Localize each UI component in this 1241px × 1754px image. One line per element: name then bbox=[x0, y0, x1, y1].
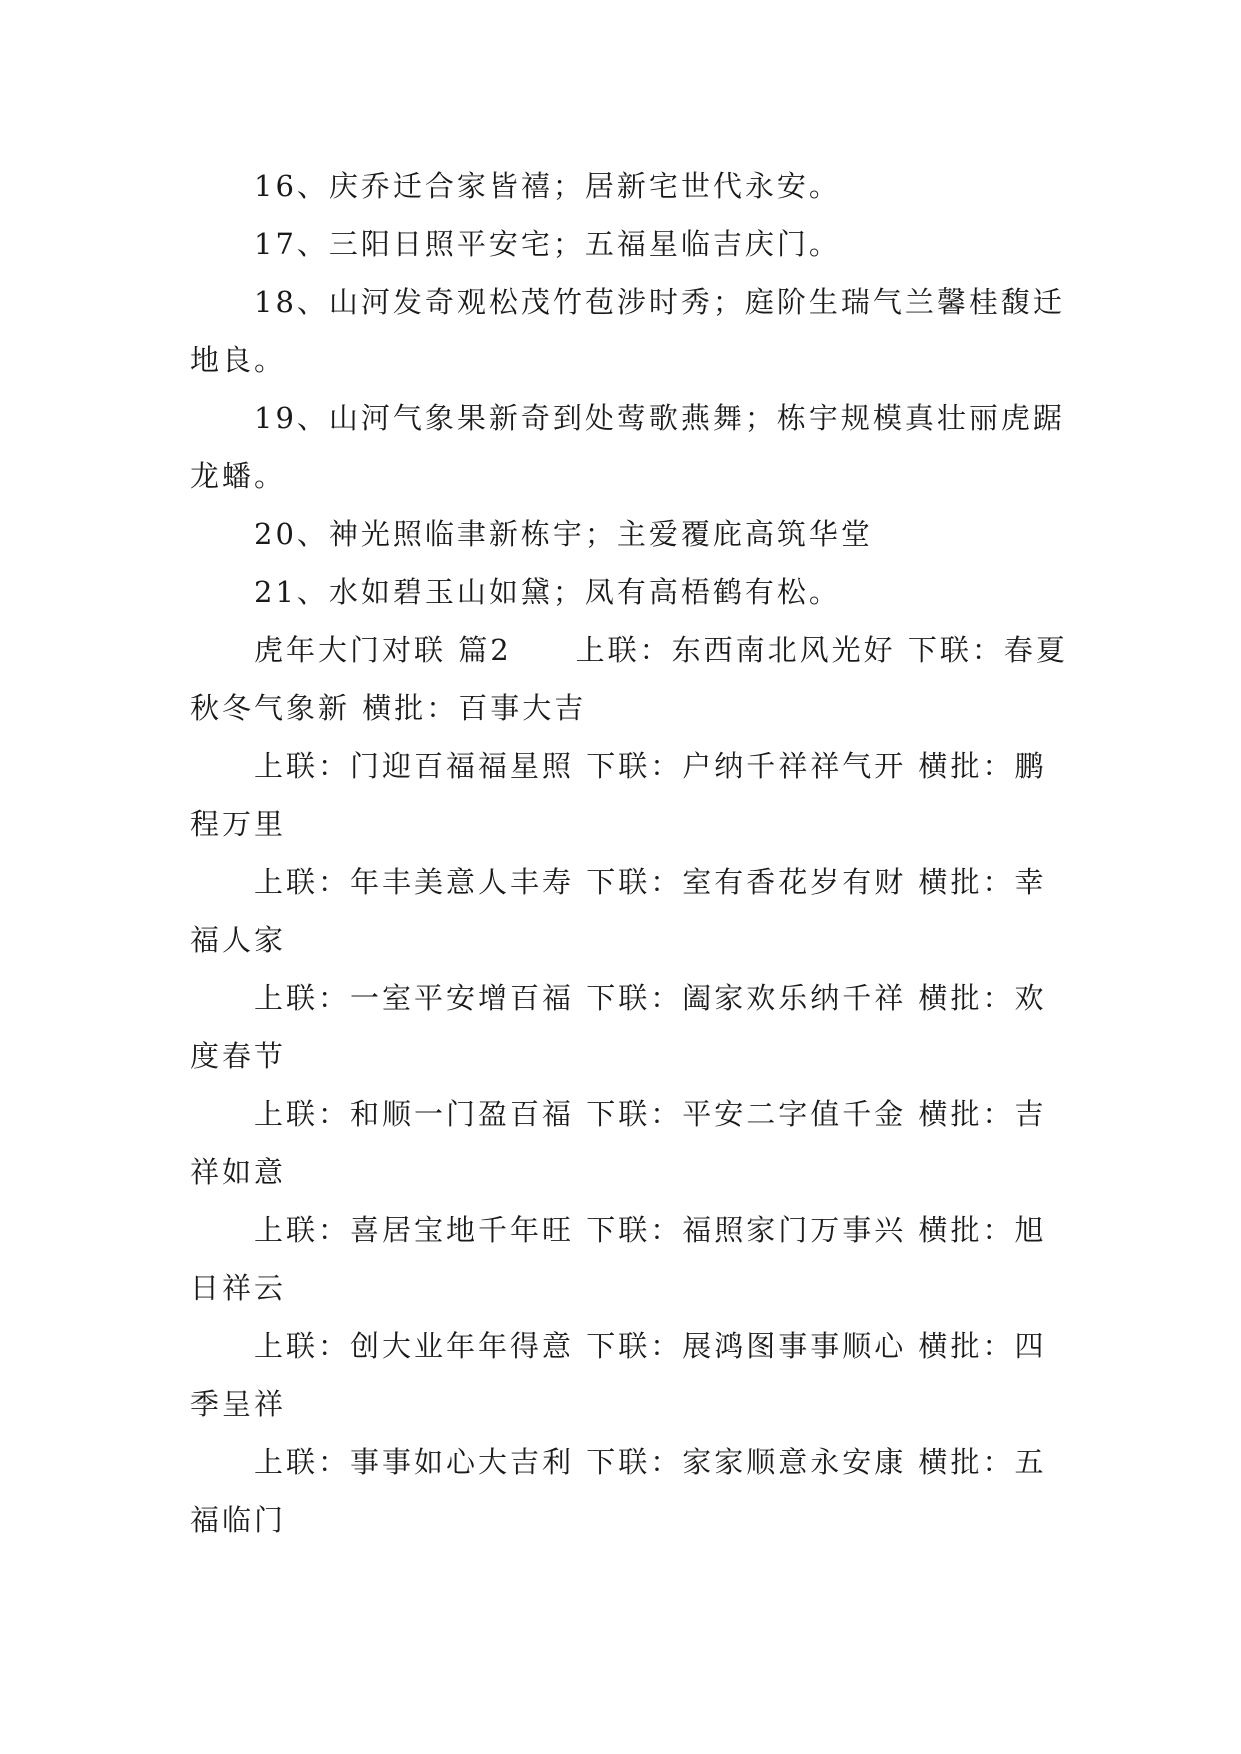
document-body bbox=[190, 157, 1070, 1549]
paragraph-20: 20、神光照临聿新栋宇；主爱覆庇高筑华堂 bbox=[254, 517, 873, 551]
couplet-paragraph: 上联：一室平安增百福 下联：阖家欢乐纳千祥 横批：欢度春节 bbox=[190, 981, 1047, 1073]
couplet-paragraph: 上联：和顺一门盈百福 下联：平安二字值千金 横批：吉祥如意 bbox=[190, 1097, 1047, 1189]
couplet-paragraph: 上联：创大业年年得意 下联：展鸿图事事顺心 横批：四季呈祥 bbox=[190, 1329, 1047, 1421]
couplet-paragraph: 上联：门迎百福福星照 下联：户纳千祥祥气开 横批：鹏程万里 bbox=[190, 749, 1047, 841]
couplet-paragraph: 上联：年丰美意人丰寿 下联：室有香花岁有财 横批：幸福人家 bbox=[190, 865, 1047, 957]
couplet-paragraph: 上联：喜居宝地千年旺 下联：福照家门万事兴 横批：旭日祥云 bbox=[190, 1213, 1047, 1305]
section-heading-couplet-1: 虎年大门对联 篇2 上联：东西南北风光好 下联：春夏秋冬气象新 横批：百事大吉 bbox=[190, 633, 1068, 725]
paragraph-16: 16、庆乔迁合家皆禧；居新宅世代永安。 bbox=[254, 169, 841, 203]
paragraph-21: 21、水如碧玉山如黛；凤有高梧鹤有松。 bbox=[254, 575, 841, 609]
couplet-paragraph: 上联：事事如心大吉利 下联：家家顺意永安康 横批：五福临门 bbox=[190, 1445, 1047, 1537]
paragraph-18: 18、山河发奇观松茂竹苞涉时秀；庭阶生瑞气兰馨桂馥迁地良。 bbox=[190, 285, 1065, 377]
paragraph-17: 17、三阳日照平安宅；五福星临吉庆门。 bbox=[254, 227, 841, 261]
paragraph-19: 19、山河气象果新奇到处莺歌燕舞；栋宇规模真壮丽虎踞龙蟠。 bbox=[190, 401, 1065, 493]
